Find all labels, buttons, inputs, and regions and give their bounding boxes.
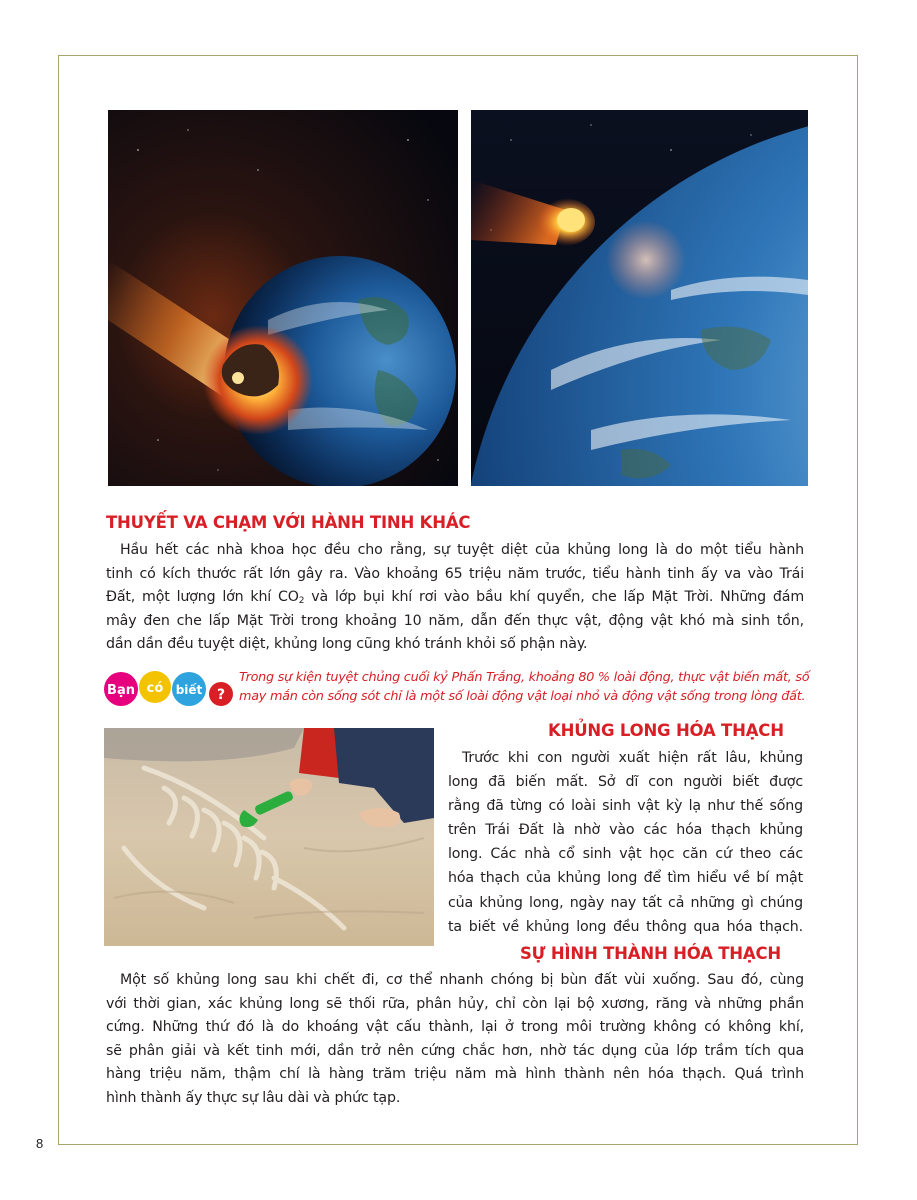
paragraph-line: hóa thạch của khủng long để tìm hiểu về bí mật: [448, 870, 803, 887]
badge-word-co: có: [146, 681, 164, 696]
paragraph-line-part: và lớp bụi khí rơi vào bầu khí quyển, che lấp Mặt Trời. Những đám: [311, 589, 804, 606]
did-you-know-box: [103, 668, 810, 712]
section-title-fossil-formation: SỰ HÌNH THÀNH HÓA THẠCH: [520, 944, 781, 963]
section-paragraph-fossil-formation: [106, 969, 804, 1111]
paragraph-line: long. Các nhà cổ sinh vật học căn cứ theo các: [448, 846, 803, 863]
paragraph-line: trên Trái Đất là nhờ vào các hóa thạch khủng: [448, 822, 803, 839]
paragraph-line: Hầu hết các nhà khoa học đều cho rằng, sự tuyệt diệt của khủng long là do một tiểu hành: [120, 542, 804, 558]
paragraph-line-part: Đất, một lượng lớn khí CO: [106, 589, 299, 606]
paragraph-line: Một số khủng long sau khi chết đi, cơ thể nhanh chóng bị bùn đất vùi xuống. Sau đó, cùng: [120, 972, 804, 988]
badge-question-mark: ?: [216, 687, 226, 703]
fact-line: Trong sự kiện tuyệt chủng cuối kỷ Phấn Trắng, khoảng 80 % loài động, thực vật biến mất, số: [239, 670, 810, 685]
meteor-approach-image: [471, 110, 808, 486]
paragraph-line: mây đen che lấp Mặt Trời trong khoảng 10 năm, dẫn đến thực vật, động vật khó mà sinh tồn,: [106, 612, 804, 629]
paragraph-line: Trước khi con người xuất hiện rất lâu, khủng: [462, 750, 803, 766]
paragraph-line: [106, 586, 804, 610]
paragraph-line: ta biết về khủng long đều thông qua hóa thạch.: [448, 918, 803, 935]
sand-excavation-illustration: [104, 728, 434, 946]
paragraph-line: cứng. Những thứ đó là do khoáng vật cấu thành, lại ở trong môi trường không có không khí,: [106, 1019, 804, 1036]
section-paragraph-impact-theory: [106, 539, 804, 657]
paragraph-line: rằng đã từng có loài sinh vật kỳ lạ như thế sống: [448, 798, 803, 815]
paragraph-line: hàng triệu năm, thậm chí là hàng trăm triệu năm mà hình thành nên hóa thạch. Quá trình: [106, 1066, 804, 1083]
paragraph-line: của khủng long, ngày nay tất cả những gì chúng: [448, 894, 803, 911]
paragraph-line: với thời gian, xác khủng long sẽ thối rữa, phân hủy, chỉ còn lại bộ xương, răng và những phần: [106, 995, 804, 1012]
section-paragraph-dinosaur-fossils: [448, 746, 803, 939]
did-you-know-badge: [103, 668, 235, 708]
paragraph-line: tinh có kích thước rất lớn gây ra. Vào khoảng 65 triệu năm trước, tiểu hành tinh ấy va vào Trái: [106, 565, 804, 582]
badge-word-ban: Bạn: [107, 683, 135, 698]
did-you-know-text: [239, 668, 810, 706]
meteor-approach-illustration: [471, 110, 808, 486]
badge-word-biet: biết: [175, 683, 203, 697]
paragraph-line: dần dần đều tuyệt diệt, khủng long cũng khó tránh khỏi số phận này.: [106, 636, 588, 653]
sand-excavation-image: [104, 728, 434, 946]
asteroid-impact-illustration: [108, 110, 458, 486]
section-title-impact-theory: THUYẾT VA CHẠM VỚI HÀNH TINH KHÁC: [106, 513, 471, 532]
co2-subscript: 2: [298, 596, 305, 607]
fact-line: may mắn còn sống sót chỉ là một số loài động vật loại nhỏ và động vật sống trong lòng đất.: [239, 689, 806, 704]
paragraph-line: long đã biến mất. Sở dĩ con người biết được: [448, 774, 803, 791]
page-number: 8: [36, 1136, 44, 1151]
asteroid-impact-image: [108, 110, 458, 486]
paragraph-line: sẽ phân giải và kết tinh mới, dần trở nên cứng chắc hơn, nhờ tác dụng của lớp trầm tích qua: [106, 1042, 804, 1059]
paragraph-line: hình thành ấy thực sự lâu dài và phức tạp.: [106, 1089, 401, 1106]
section-title-dinosaur-fossils: KHỦNG LONG HÓA THẠCH: [548, 721, 784, 740]
